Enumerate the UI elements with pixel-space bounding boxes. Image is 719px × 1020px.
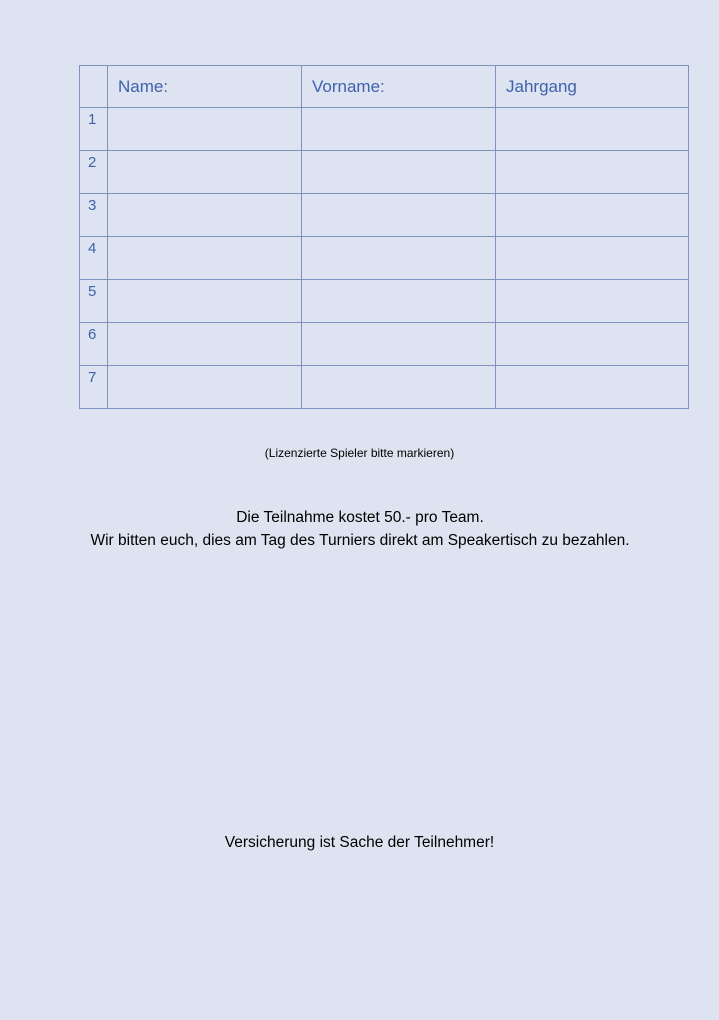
header-cell-name [108,66,302,108]
table-row [80,194,689,237]
header-cell-number [80,66,108,108]
row-number-label: 4 [88,240,97,257]
row-number-label: 6 [88,326,97,343]
row-jahrgang-cell[interactable] [496,366,689,409]
row-name-cell[interactable] [108,237,302,280]
row-vorname-value [302,108,495,150]
header-cell-jahrgang [496,66,689,108]
header-label-vorname: Vorname: [312,76,385,96]
row-jahrgang-value [496,280,688,322]
row-number-label: 7 [88,369,97,386]
row-vorname-value [302,323,495,365]
row-vorname-value [302,194,495,236]
row-name-value [108,323,301,365]
row-vorname-cell[interactable] [302,323,496,366]
player-roster-table-wrapper [79,65,688,409]
row-vorname-cell[interactable] [302,280,496,323]
row-vorname-cell[interactable] [302,194,496,237]
row-vorname-cell[interactable] [302,366,496,409]
row-vorname-cell[interactable] [302,108,496,151]
fee-line-1: Die Teilnahme kostet 50.- pro Team. [236,509,484,526]
row-vorname-value [302,366,495,408]
row-name-value [108,194,301,236]
row-name-value [108,237,301,279]
row-number-cell [80,237,108,280]
row-name-cell[interactable] [108,280,302,323]
row-number-cell [80,151,108,194]
row-name-cell[interactable] [108,108,302,151]
row-name-cell[interactable] [108,194,302,237]
row-name-value [108,108,301,150]
row-jahrgang-cell[interactable] [496,151,689,194]
header-label-jahrgang: Jahrgang [506,76,577,96]
row-name-cell[interactable] [108,151,302,194]
row-jahrgang-value [496,151,688,193]
table-row [80,366,689,409]
row-name-cell[interactable] [108,323,302,366]
row-jahrgang-cell[interactable] [496,237,689,280]
licensed-players-note: (Lizenzierte Spieler bitte markieren) [264,446,455,460]
table-row [80,323,689,366]
header-cell-vorname [302,66,496,108]
row-jahrgang-value [496,108,688,150]
row-jahrgang-cell[interactable] [496,280,689,323]
table-header-row [80,66,689,108]
row-number-label: 5 [88,283,97,300]
row-vorname-cell[interactable] [302,237,496,280]
insurance-note: Versicherung ist Sache der Teilnehmer! [224,834,495,851]
row-jahrgang-value [496,366,688,408]
row-number-label: 1 [88,111,97,128]
row-vorname-value [302,280,495,322]
row-vorname-value [302,237,495,279]
row-jahrgang-cell[interactable] [496,194,689,237]
row-number-label: 3 [88,197,97,214]
row-vorname-cell[interactable] [302,151,496,194]
participation-fee-note [60,506,660,552]
row-name-cell[interactable] [108,366,302,409]
row-number-label: 2 [88,154,97,171]
header-label-name: Name: [118,76,169,96]
row-number-cell [80,280,108,323]
row-number-cell [80,194,108,237]
table-row [80,237,689,280]
row-name-value [108,151,301,193]
table-row [80,151,689,194]
player-roster-table [79,65,689,409]
table-row [80,108,689,151]
row-jahrgang-value [496,323,688,365]
row-name-value [108,280,301,322]
row-jahrgang-cell[interactable] [496,108,689,151]
row-jahrgang-value [496,237,688,279]
row-jahrgang-value [496,194,688,236]
row-vorname-value [302,151,495,193]
row-name-value [108,366,301,408]
fee-line-2: Wir bitten euch, dies am Tag des Turniers direkt am Speakertisch zu bezahlen. [90,532,630,549]
table-row [80,280,689,323]
row-jahrgang-cell[interactable] [496,323,689,366]
row-number-cell [80,323,108,366]
row-number-cell [80,366,108,409]
row-number-cell [80,108,108,151]
